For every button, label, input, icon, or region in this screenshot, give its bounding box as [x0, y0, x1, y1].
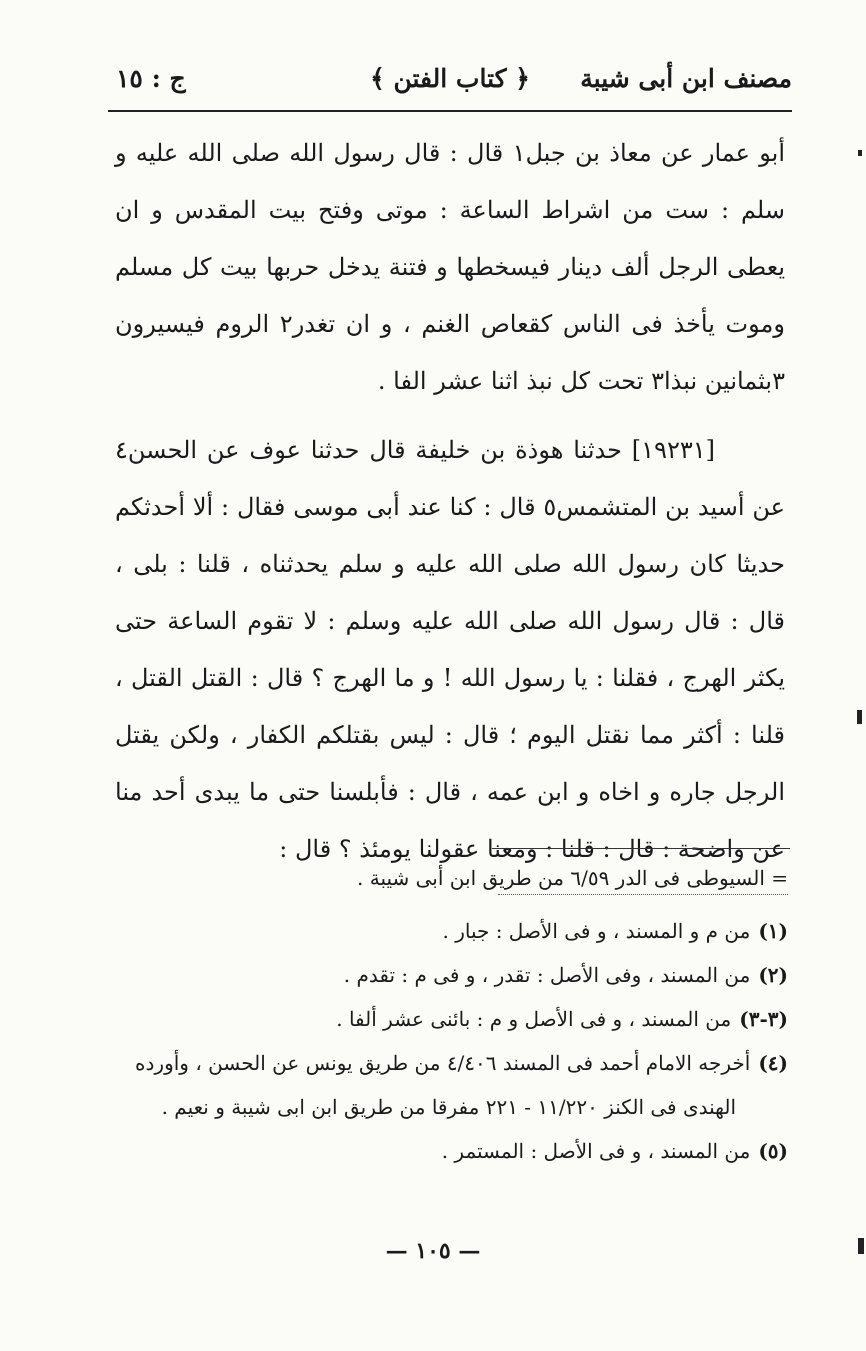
header-rule [108, 110, 792, 112]
footnote-rule [492, 848, 790, 849]
scan-mark [858, 1238, 864, 1254]
volume-indicator: ج : ١٥ [116, 64, 186, 93]
footnote-1 [120, 909, 788, 953]
footnote-number: (٢) [758, 963, 788, 987]
footnote-2 [120, 953, 788, 997]
running-header [108, 62, 792, 102]
footnotes [120, 856, 788, 1173]
footnote-text: من المسند ، وفى الأصل : تقدر ، و فى م : تقدم . [343, 963, 751, 987]
paragraph-2: [١٩٢٣١] حدثنا هوذة بن خليفة قال حدثنا عوف عن الحسن٤ عن أسيد بن المتشمس٥ قال : كنا عند أبى موسى فقال : ألا أحدثكم حديثا كان رسول الله صلى الله عليه و سلم يحدثناه ، قلنا : بلى ، قال : قال رسول الله صلى الله عليه وسلم : لا تقوم الساعة حتى يكثر الهرج ، فقلنا : يا رسول الله ! و ما الهرج ؟ قال : القتل القتل ، قلنا : أكثر مما نقتل اليوم ؛ قال : ليس بقتلكم الكفار ، ولكن يقتل الرجل جاره و اخاه و ابن عمه ، قال : فأبلسنا حتى ما يبدى أحد منا عن واضحة : قال : قلنا : ومعنا عقولنا يومئذ ؟ قال : [115, 436, 785, 863]
book-title: مصنف ابن أبى شيبة [580, 64, 792, 93]
page-number: — ١٠٥ — [385, 1238, 481, 1264]
footnote-number: (١) [758, 919, 788, 943]
footnote-number: (٥) [758, 1139, 788, 1163]
footnote-4 [120, 1041, 788, 1085]
footnote-text: أخرجه الامام أحمد فى المسند ٤/٤٠٦ من طريق يونس عن الحسن ، وأورده [135, 1051, 751, 1075]
footnote-text: من م و المسند ، و فى الأصل : جبار . [442, 919, 751, 943]
footnote-5 [120, 1129, 788, 1173]
footnote-text: من المسند ، و فى الأصل و م : بائنى عشر ألفا . [336, 1007, 732, 1031]
footnote-number: (٤) [758, 1051, 788, 1075]
footnote-3 [120, 997, 788, 1041]
footnote-4-continuation: الهندى فى الكنز ١١/٢٢٠ - ٢٢١ مفرقا من طريق ابن ابى شيبة و نعيم . [161, 1095, 736, 1119]
footnote-continuation: = السيوطى فى الدر ٦/٥٩ من طريق ابن أبى شيبة . [357, 866, 788, 890]
footnote-number: (٣-٣) [739, 1007, 788, 1031]
paragraph-1: أبو عمار عن معاذ بن جبل١ قال : قال رسول الله صلى الله عليه و سلم : ست من اشراط الساعة : موتى وفتح بيت المقدس و ان يعطى الرجل ألف دينار فيسخطها و فتنة يدخل حربها بيت كل مسلم وموت يأخذ فى الناس كقعاص الغنم ، و ان تغدر٢ الروم فيسيرون ٣بثمانين نبذا٣ تحت كل نبذ اثنا عشر الفا . [115, 139, 785, 395]
scan-mark [858, 150, 862, 156]
main-text [115, 125, 785, 878]
scan-mark [857, 710, 862, 724]
section-title: ﴿ كتاب الفتن ﴾ [370, 64, 530, 93]
footnote-text: من المسند ، و فى الأصل : المستمر . [441, 1139, 751, 1163]
